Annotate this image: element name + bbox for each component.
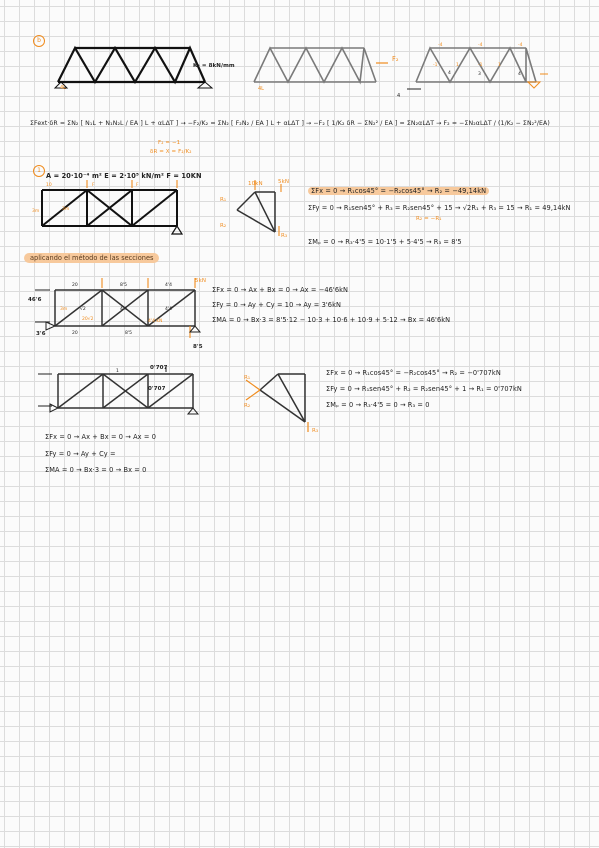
node-diagram-1 (215, 180, 295, 240)
label-lower-r1: R₁ (244, 375, 251, 381)
equilibrium-eq-2 (308, 204, 571, 212)
truss-diagram-b-member-forces (408, 42, 548, 97)
sections-eq-3: ΣMA = 0 → Bx·3 = 8'5·12 − 10·3 + 10·6 + 10·9 + 5·12 → Bx = 46'6kN (212, 316, 451, 324)
truss-diagram-1 (32, 180, 192, 250)
svg-text:1: 1 (116, 369, 119, 374)
truss-diagram-lower (38, 366, 208, 426)
label-lower-0707-b: 0'707 (148, 386, 166, 392)
equilibrium-hint: R₂ = −R₁ (416, 216, 442, 222)
label-sections-46-6: 46'6 (28, 297, 42, 303)
label-10kn: 10kN (248, 181, 263, 187)
svg-text:F: F (92, 183, 95, 188)
label-sections-3-6: 3'6 (36, 331, 46, 337)
section-method-title: aplicando el método de las secciones (24, 253, 159, 263)
svg-text:4: 4 (448, 71, 451, 76)
svg-text:8'5: 8'5 (125, 331, 132, 336)
svg-text:10: 10 (46, 183, 52, 188)
truss-diagram-b-black (50, 44, 210, 94)
svg-text:3m: 3m (32, 209, 40, 214)
lower-left-eq-3: ΣMA = 0 → Bx·3 = 0 → Bx = 0 (45, 466, 147, 474)
label-r1: R₁ (220, 197, 227, 203)
sections-eq-1: ΣFx = 0 → Ax + Bx = 0 → Ax = −46'6kN (212, 286, 349, 294)
equilibrium-eq-1-text: ΣFx = 0 → R₁cos45° = −R₂cos45° → R₂ = −49,14kN (308, 187, 489, 195)
svg-text:-4: -4 (518, 43, 523, 48)
label-sections-8-5: 8'5 (193, 344, 203, 350)
svg-text:F: F (136, 183, 139, 188)
svg-text:1: 1 (498, 63, 501, 68)
truss-diagram-b-grey (248, 44, 378, 94)
svg-text:4'4: 4'4 (120, 307, 127, 312)
f2-label-b: F₂ (392, 55, 399, 63)
svg-text:4'4: 4'4 (165, 307, 172, 312)
lower-left-eq-1: ΣFx = 0 → Ax + Bx = 0 → Ax = 0 (45, 433, 156, 441)
svg-text:-4: -4 (478, 43, 483, 48)
svg-text:20: 20 (72, 331, 78, 336)
svg-text:4L: 4L (60, 85, 66, 91)
svg-text:-4: -4 (438, 43, 443, 48)
spring-label: K₂ = 8kN/mm (193, 63, 235, 69)
sections-eq-2: ΣFy = 0 → Ay + Cy = 10 → Ay = 3'6kN (212, 301, 342, 309)
label-5kn: 5kN (278, 179, 290, 185)
svg-text:4: 4 (518, 72, 521, 77)
equilibrium-eq-2-text: ΣFy = 0 → R₁sen45° + R₃ = R₂sen45° + 15 → √2R₁ + R₃ = 15 → R₁ = 49,14kN (308, 204, 571, 212)
svg-text:4'4 kN: 4'4 kN (148, 319, 163, 324)
label-r2: R₂ (220, 223, 227, 229)
equilibrium-eq-1 (308, 187, 489, 195)
label-r3: R₃ (281, 233, 288, 239)
equation-note-deltar: δR = X = F₂/K₂ (150, 149, 192, 155)
problem-number-1: 1 (33, 165, 45, 177)
svg-text:4L: 4L (258, 86, 264, 92)
svg-text:20: 20 (72, 283, 78, 288)
label-sections-5kn: 5kN (195, 278, 207, 284)
load-arrow-b (395, 85, 425, 99)
svg-text:8'5: 8'5 (120, 283, 127, 288)
node-diagram-lower (240, 366, 330, 436)
label-lower-r2: R₂ (244, 403, 251, 409)
svg-text:4'4: 4'4 (165, 283, 172, 288)
label-lower-r3: R₃ (312, 428, 319, 434)
lower-right-eq-3: ΣMₚ = 0 → R₃·4'5 = 0 → R₃ = 0 (326, 401, 430, 409)
svg-text:1: 1 (456, 63, 459, 68)
lower-right-eq-2: ΣFy = 0 → R₁sen45° + R₂ = R₂sen45° + 1 → R₁ = 0'707kN (326, 385, 522, 393)
label-lower-0707-a: 0'707 (150, 365, 168, 371)
svg-text:3m: 3m (60, 307, 68, 312)
svg-text:-1: -1 (478, 63, 483, 68)
svg-text:-1: -1 (433, 63, 438, 68)
lower-left-eq-2: ΣFy = 0 → Ay + Cy = (45, 450, 116, 458)
equation-note-f2: F₂ = −1 (158, 140, 181, 146)
svg-text:3m: 3m (62, 207, 70, 212)
problem-number-b: b (33, 35, 45, 47)
svg-text:4: 4 (397, 93, 401, 99)
lower-right-eq-1: ΣFx = 0 → R₁cos45° = −R₂cos45° → R₂ = −0'707kN (326, 369, 501, 377)
svg-text:3: 3 (478, 72, 481, 77)
virtual-work-equation: ΣFext·δR = ΣN₂ [ N₁L + N₁N₂L / EA ] L + αLΔT ] → −F₂/K₂ = ΣN₂ [ F₂N₂ / EA ] L + αLΔT ] → −F₂ [ 1/K₂ δR − ΣN₂² / EA ] = ΣN₂αLΔT → F₂ = −ΣN₂αLΔT / (1/K₂ − ΣN₂²/EA) (30, 120, 550, 127)
equilibrium-eq-3: ΣMₚ = 0 → R₃·4'5 = 10·1'5 + 5·4'5 → R₃ = 8'5 (308, 238, 462, 246)
truss-diagram-sections (30, 276, 215, 356)
svg-text:√2: √2 (80, 307, 86, 312)
problem-data-line: A = 20·10⁻⁴ m² E = 2·10⁵ kN/m² F = 10KN (46, 172, 202, 180)
svg-text:20√2: 20√2 (82, 317, 94, 322)
